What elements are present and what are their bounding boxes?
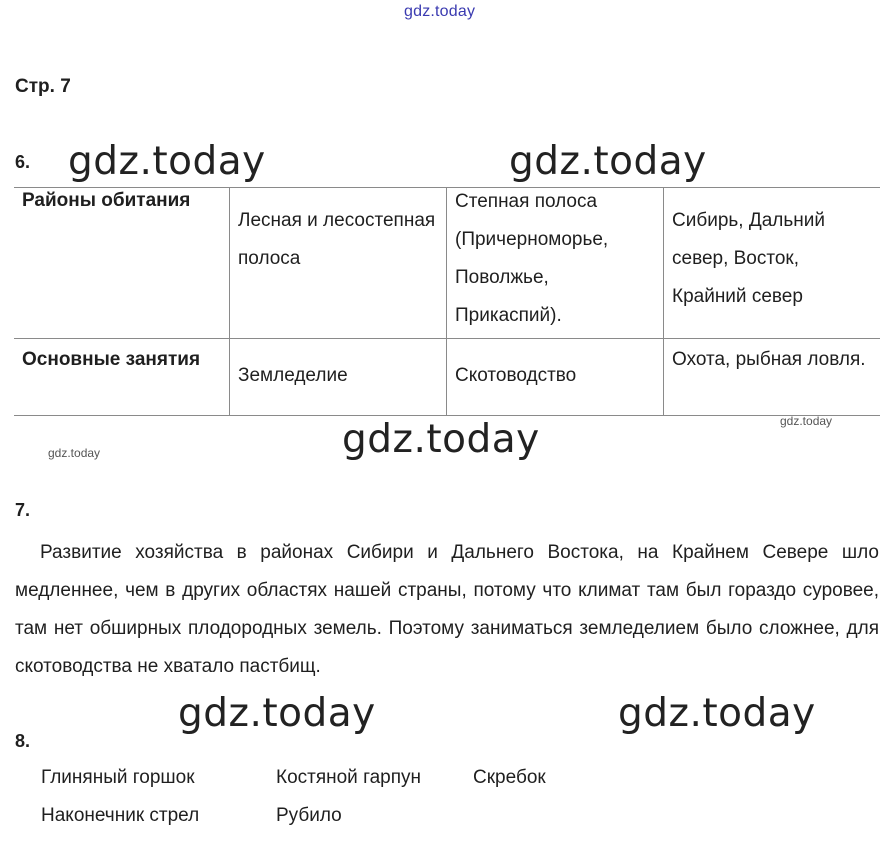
watermark-small: gdz.today xyxy=(48,446,101,460)
watermark-big: gdz.today xyxy=(342,417,540,462)
table-cell: Скотоводство xyxy=(447,339,664,416)
watermark-top: gdz.today xyxy=(404,3,476,20)
table-row xyxy=(14,188,880,339)
list-item: Скребок xyxy=(473,767,546,788)
watermark-small: gdz.today xyxy=(780,414,833,428)
list-item: Глиняный горшок xyxy=(41,767,195,788)
watermark-big: gdz.today xyxy=(178,691,376,736)
row-header-occupations: Основные занятия xyxy=(14,339,230,416)
task-8-number: 8. xyxy=(15,731,31,751)
list-item: Костяной гарпун xyxy=(276,767,422,788)
table-cell: Земледелие xyxy=(230,339,447,416)
list-item: Наконечник стрел xyxy=(41,805,200,826)
watermark-big: gdz.today xyxy=(618,691,816,736)
table-cell: Степная полоса (Причерноморье, Поволжье, Прикаспий). xyxy=(447,188,664,339)
row-header-regions: Районы обитания xyxy=(14,188,230,339)
table-cell: Лесная и лесостепная полоса xyxy=(230,188,447,339)
habitat-table xyxy=(14,187,880,416)
table-cell: Сибирь, Дальний север, Восток, Крайний север xyxy=(664,188,881,339)
table-row xyxy=(14,339,880,416)
watermark-big: gdz.today xyxy=(509,139,707,184)
task-7-number: 7. xyxy=(15,500,31,520)
watermark-big: gdz.today xyxy=(68,139,266,184)
table-cell: Охота, рыбная ловля. xyxy=(664,339,881,416)
page-title: Стр. 7 xyxy=(15,76,71,97)
task-7-paragraph: Развитие хозяйства в районах Сибири и Дальнего Востока, на Крайнем Севере шло медленнее, чем в других областях нашей страны, потому что климат там был гораздо суровее, там нет обширных плодородных земель. Поэтому заниматься земледелием было сложнее, для скотоводства не хватало пастбищ. xyxy=(15,542,879,677)
task-6-number: 6. xyxy=(15,152,31,172)
list-item: Рубило xyxy=(276,805,342,826)
